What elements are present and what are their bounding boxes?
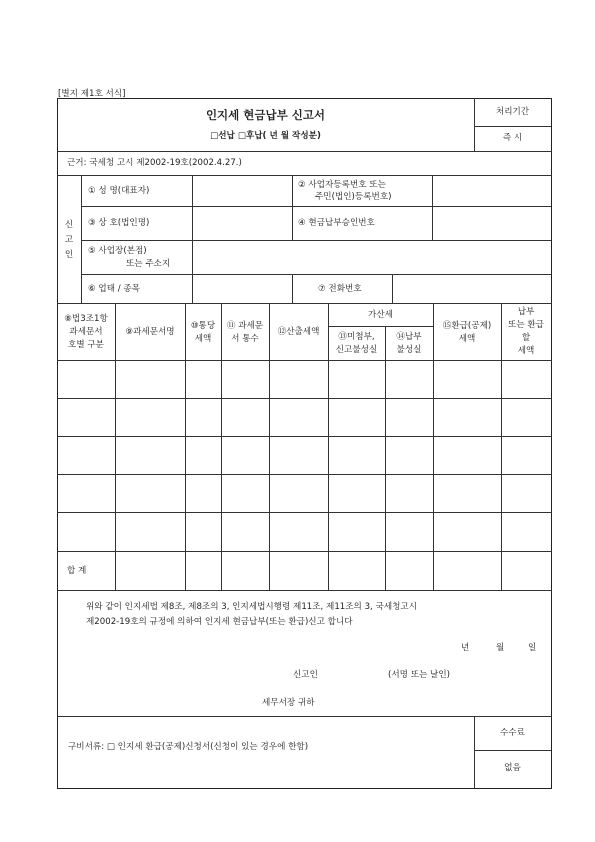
form-title: 인지세 현금납부 신고서 <box>205 108 326 122</box>
sign-or-seal-label: (서명 또는 날인) <box>388 670 450 680</box>
total-row[interactable] <box>116 552 551 589</box>
declaration-text-line1: 위와 같이 인지세법 제8조, 제8조의 3, 인지세법시행령 제11조, 제11조의 3, 국세청고시 <box>86 602 418 612</box>
reporter-signature-label: 신고인 <box>293 670 318 680</box>
required-documents: 구비서류: □ 인지세 환급(공제)신청서(신청이 있는 경우에 한함) <box>68 742 309 752</box>
table-row[interactable] <box>58 475 551 511</box>
payment-type-options: □선납 □후납( 년 월 작성분) <box>210 131 321 141</box>
legal-basis: 근거: 국세청 고시 제2002-19호(2002.4.27.) <box>67 158 242 168</box>
approval-number-label: ④ 현금납부승인번호 <box>298 218 375 228</box>
date-year-label: 년 <box>461 643 470 653</box>
registration-number-label-line1: ② 사업자등록번호 또는 <box>298 180 386 190</box>
business-type-label: ⑥ 업태 / 종목 <box>88 284 141 294</box>
phone-label: ⑦ 전화번호 <box>318 284 362 294</box>
processing-period-label: 처리기간 <box>495 107 530 117</box>
address-label-line2: 또는 주소지 <box>126 259 171 269</box>
processing-period-value: 즉 시 <box>502 133 523 143</box>
table-row[interactable] <box>58 513 551 550</box>
addressee: 세무서장 귀하 <box>262 698 315 708</box>
table-row[interactable] <box>58 361 551 397</box>
table-row[interactable] <box>58 399 551 435</box>
name-label: ① 성 명(대표자) <box>88 186 150 196</box>
col-header-document-name: ⑨과세문서명 <box>125 327 175 337</box>
fee-label: 수수료 <box>500 728 525 738</box>
address-field[interactable] <box>193 241 550 273</box>
registration-number-label-line2: 주민(법인)등록번호) <box>315 192 392 202</box>
col-header-penalty-tax: 가산세 <box>368 310 393 320</box>
declaration-text-line2: 제2002-19호의 규정에 의하여 인지세 현금납부(또는 환급)신고 합니다 <box>86 617 353 627</box>
table-row[interactable] <box>58 437 551 473</box>
name-field[interactable] <box>193 176 291 205</box>
form-number-label: [별지 제1호 서식] <box>58 89 126 99</box>
registration-number-field[interactable] <box>433 176 550 205</box>
phone-field[interactable] <box>393 275 550 302</box>
date-month-label: 월 <box>496 643 505 653</box>
trade-name-label: ③ 상 호(법인명) <box>88 218 150 228</box>
business-type-field[interactable] <box>193 275 291 302</box>
col-header-computed-tax: ⑫산출세액 <box>277 327 320 337</box>
date-day-label: 일 <box>528 643 537 653</box>
address-label-line1: ⑤ 사업장(본점) <box>88 246 147 256</box>
total-row-label: 합 계 <box>67 566 87 576</box>
fee-value: 없음 <box>504 763 521 773</box>
approval-number-field[interactable] <box>433 207 550 239</box>
trade-name-field[interactable] <box>193 207 291 239</box>
